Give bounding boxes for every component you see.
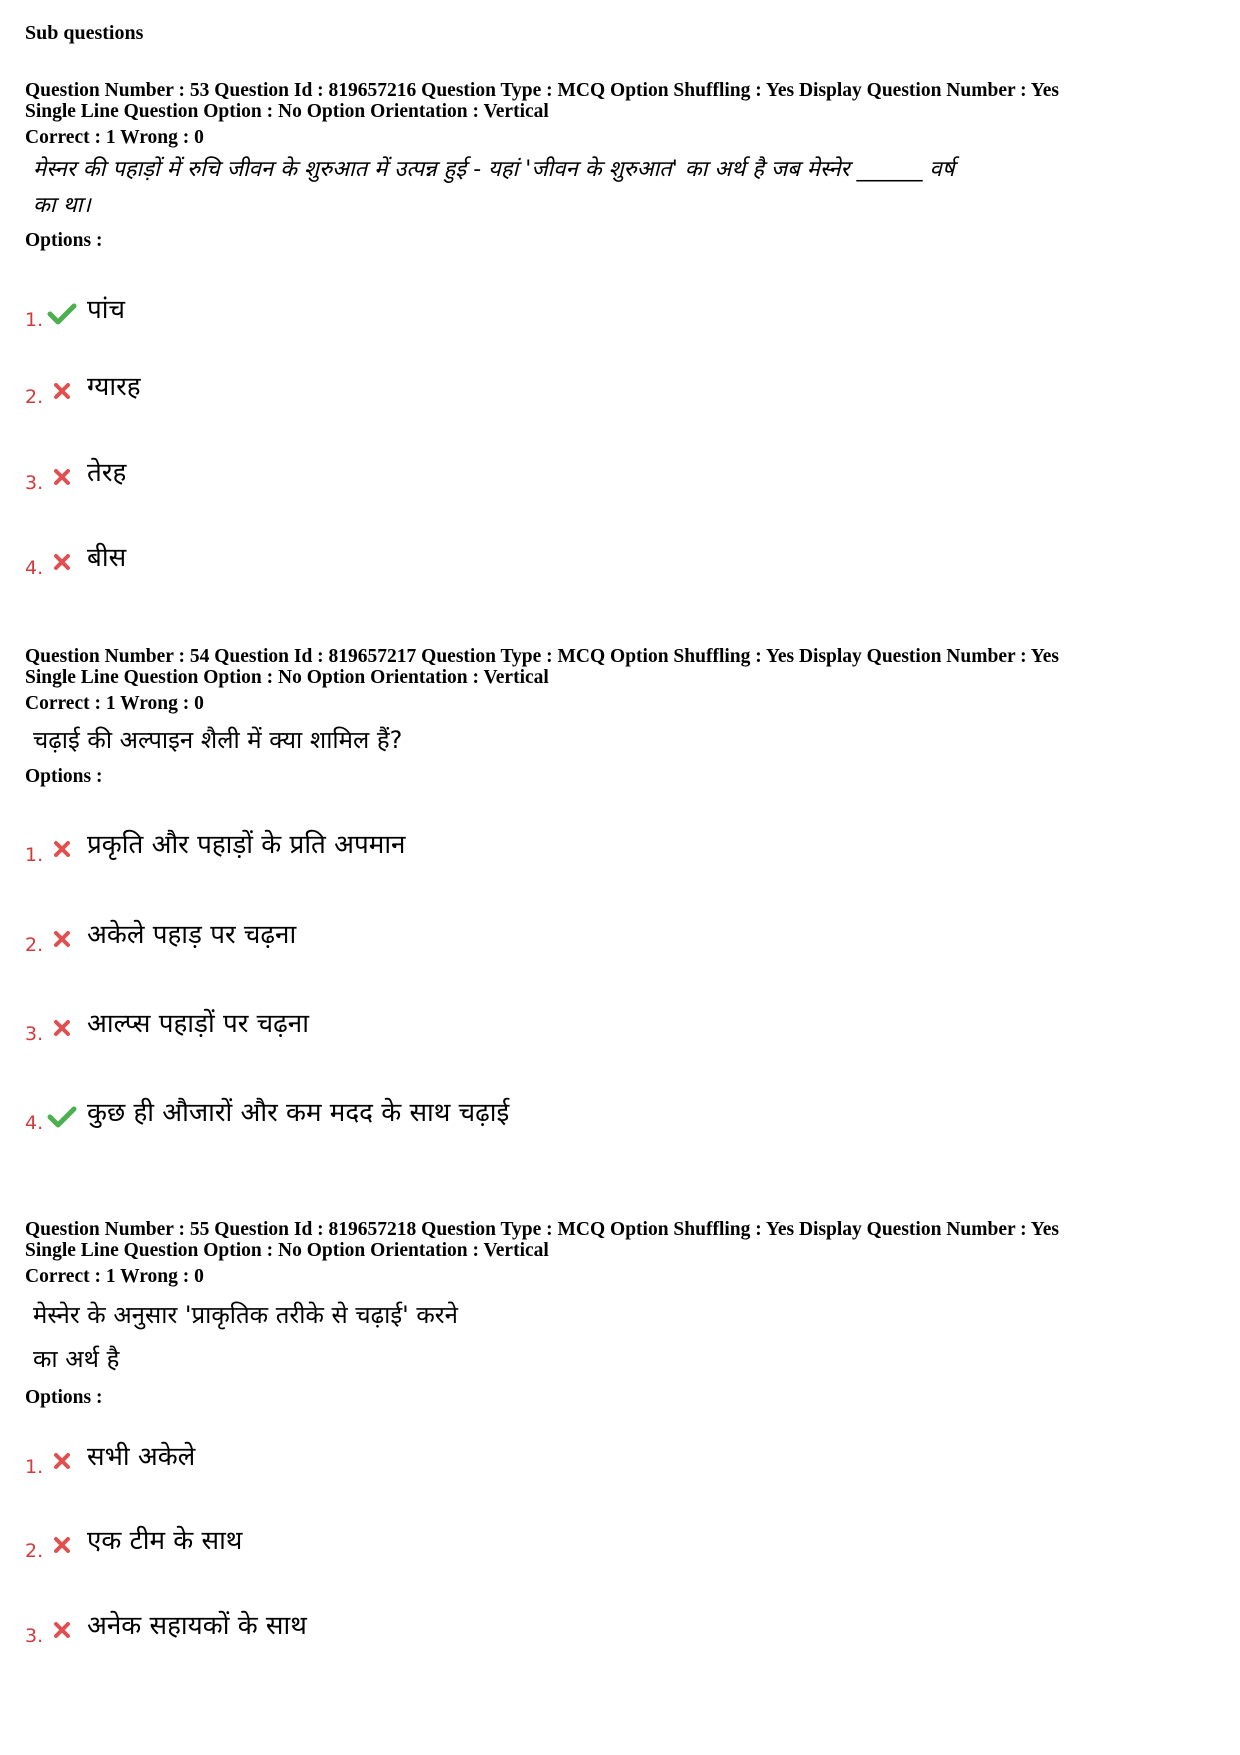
question-marks: Correct : 1 Wrong : 0 (25, 127, 204, 148)
question-text-line1: मेस्नेर के अनुसार 'प्राकृतिक तरीके से चढ़ाई' करने (33, 1301, 458, 1329)
question-text (25, 722, 1220, 758)
question-block-54 (25, 646, 1220, 788)
option-55-3 (25, 1601, 307, 1647)
cross-icon (47, 380, 77, 402)
question-meta-line1: Question Number : 55 Question Id : 819657218 Question Type : MCQ Option Shuffling : Yes Display Question Number : Yes (25, 1219, 1059, 1240)
option-text: ग्यारह (87, 372, 141, 402)
option-text: अनेक सहायकों के साथ (87, 1611, 307, 1641)
page (25, 22, 1220, 75)
option-55-1 (25, 1432, 196, 1478)
option-54-3 (25, 999, 309, 1045)
options-label: Options : (25, 230, 103, 251)
cross-icon (47, 838, 77, 860)
option-text: एक टीम के साथ (87, 1526, 243, 1556)
cross-icon (47, 551, 77, 573)
option-number: 1. (25, 844, 44, 866)
option-53-1 (25, 285, 126, 331)
option-text: बीस (87, 543, 127, 573)
option-number: 3. (25, 1023, 44, 1045)
options-label: Options : (25, 1387, 103, 1408)
question-block-53 (25, 80, 1220, 252)
question-text-line1: मेस्नर की पहाड़ों में रुचि जीवन के शुरुआत में उत्पन्न हुई - यहां 'जीवन के शुरुआत' का अर्थ है जब मेस्नेर ______ वर्ष (33, 157, 955, 182)
question-meta-line2: Single Line Question Option : No Option Orientation : Vertical (25, 101, 549, 122)
option-text: अकेले पहाड़ पर चढ़ना (87, 920, 297, 950)
cross-icon (47, 1450, 77, 1472)
option-number: 4. (25, 557, 44, 579)
question-meta-line2: Single Line Question Option : No Option Orientation : Vertical (25, 1240, 549, 1261)
option-text: कुछ ही औजारों और कम मदद के साथ चढ़ाई (87, 1098, 510, 1128)
cross-icon (47, 1017, 77, 1039)
option-text: प्रकृति और पहाड़ों के प्रति अपमान (87, 830, 406, 860)
question-block-55 (25, 1219, 1220, 1409)
option-53-2 (25, 362, 141, 408)
option-54-1 (25, 820, 406, 866)
question-text-line2: का अर्थ है (33, 1345, 120, 1373)
question-marks: Correct : 1 Wrong : 0 (25, 1266, 204, 1287)
cross-icon (47, 928, 77, 950)
check-icon (47, 1106, 77, 1128)
option-text: सभी अकेले (87, 1442, 196, 1472)
option-number: 1. (25, 309, 44, 331)
question-meta-line1: Question Number : 53 Question Id : 819657216 Question Type : MCQ Option Shuffling : Yes Display Question Number : Yes (25, 80, 1059, 101)
option-text: पांच (87, 295, 126, 325)
cross-icon (47, 1534, 77, 1556)
question-text-line1: चढ़ाई की अल्पाइन शैली में क्या शामिल हैं? (33, 726, 403, 754)
option-55-2 (25, 1516, 243, 1562)
question-text (25, 152, 1220, 224)
cross-icon (47, 466, 77, 488)
option-54-2 (25, 910, 297, 956)
section-title: Sub questions (25, 22, 144, 44)
option-number: 2. (25, 1540, 44, 1562)
option-53-4 (25, 533, 127, 579)
question-meta-line2: Single Line Question Option : No Option Orientation : Vertical (25, 667, 549, 688)
option-text: तेरह (87, 458, 127, 488)
option-number: 4. (25, 1112, 44, 1134)
question-text (25, 1293, 1220, 1381)
question-meta-line1: Question Number : 54 Question Id : 819657217 Question Type : MCQ Option Shuffling : Yes Display Question Number : Yes (25, 646, 1059, 667)
option-number: 3. (25, 1625, 44, 1647)
option-number: 1. (25, 1456, 44, 1478)
question-marks: Correct : 1 Wrong : 0 (25, 693, 204, 714)
option-number: 3. (25, 472, 44, 494)
question-text-line2: का था। (33, 193, 91, 218)
option-text: आल्प्स पहाड़ों पर चढ़ना (87, 1009, 309, 1039)
option-number: 2. (25, 934, 44, 956)
option-54-4 (25, 1088, 510, 1134)
cross-icon (47, 1619, 77, 1641)
options-label: Options : (25, 766, 103, 787)
check-icon (47, 303, 77, 325)
option-53-3 (25, 448, 127, 494)
option-number: 2. (25, 386, 44, 408)
